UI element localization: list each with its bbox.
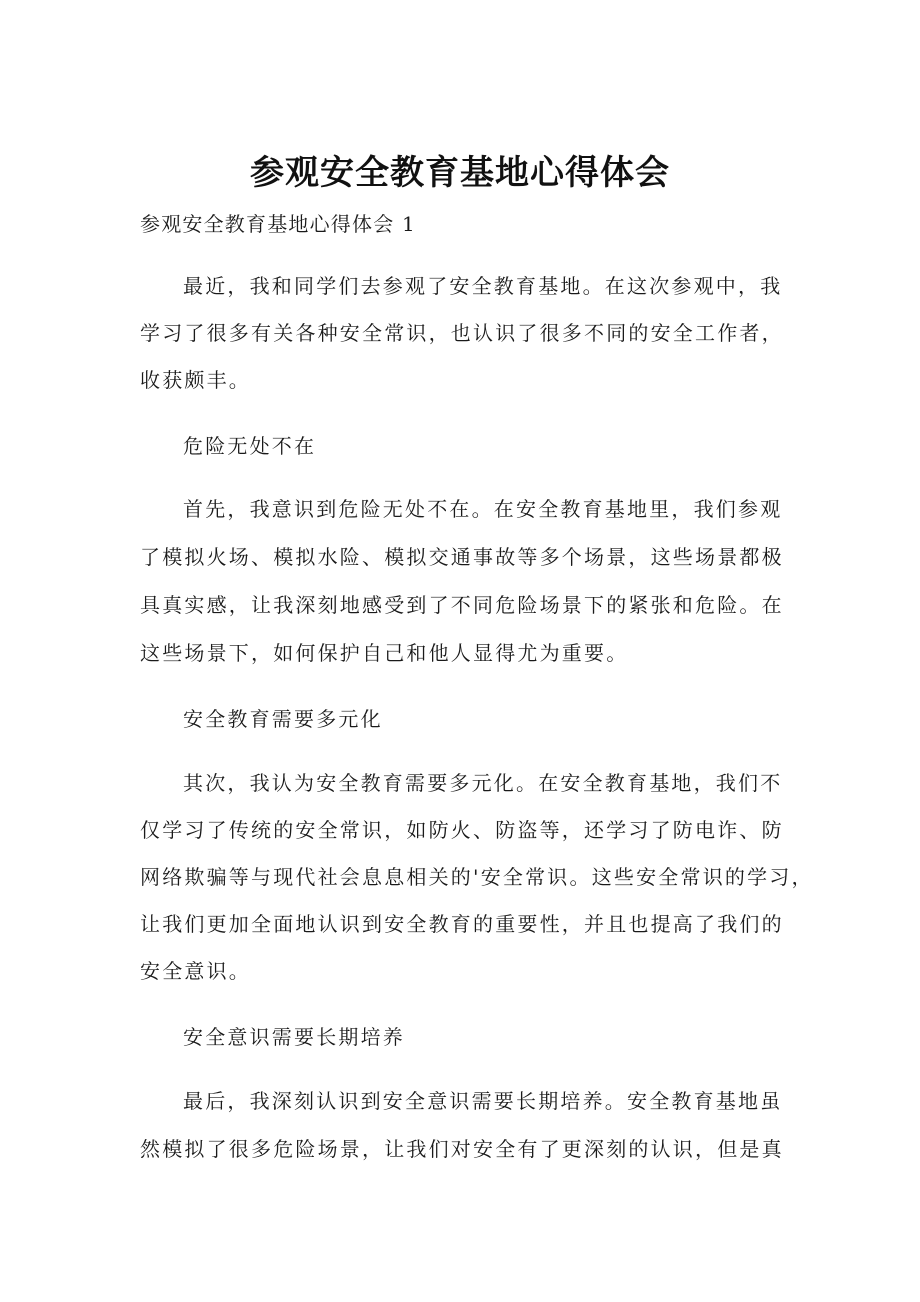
paragraph-line: 学习了很多有关各种安全常识，也认识了很多不同的安全工作者， [140,321,784,345]
paragraph-line: 然模拟了很多危险场景，让我们对安全有了更深刻的认识，但是真 [140,1137,784,1161]
section-heading-danger-everywhere: 危险无处不在 [183,434,317,458]
paragraph-line: 具真实感，让我深刻地感受到了不同危险场景下的紧张和危险。在 [140,593,784,617]
paragraph-line: 让我们更加全面地认识到安全教育的重要性，并且也提高了我们的 [140,912,784,936]
paragraph-line: 网络欺骗等与现代社会息息相关的'安全常识。这些安全常识的学习， [140,865,814,889]
paragraph-line: 最后，我深刻认识到安全意识需要长期培养。安全教育基地虽 [183,1089,783,1113]
paragraph-line: 最近，我和同学们去参观了安全教育基地。在这次参观中，我 [183,274,783,298]
document-subtitle: 参观安全教育基地心得体会 1 [140,212,416,236]
paragraph-line: 了模拟火场、模拟水险、模拟交通事故等多个场景，这些场景都极 [140,545,784,569]
section-heading-diversified-education: 安全教育需要多元化 [183,707,383,731]
paragraph-line: 收获颇丰。 [140,368,251,392]
paragraph-line: 这些场景下，如何保护自己和他人显得尤为重要。 [140,641,629,665]
paragraph-line: 其次，我认为安全教育需要多元化。在安全教育基地，我们不 [183,771,783,795]
paragraph-line: 安全意识。 [140,959,251,983]
document-title: 参观安全教育基地心得体会 [250,153,670,193]
paragraph-line: 仅学习了传统的安全常识，如防火、防盗等，还学习了防电诈、防 [140,818,784,842]
paragraph-line: 首先，我意识到危险无处不在。在安全教育基地里，我们参观 [183,497,783,521]
section-heading-long-term-awareness: 安全意识需要长期培养 [183,1025,405,1049]
